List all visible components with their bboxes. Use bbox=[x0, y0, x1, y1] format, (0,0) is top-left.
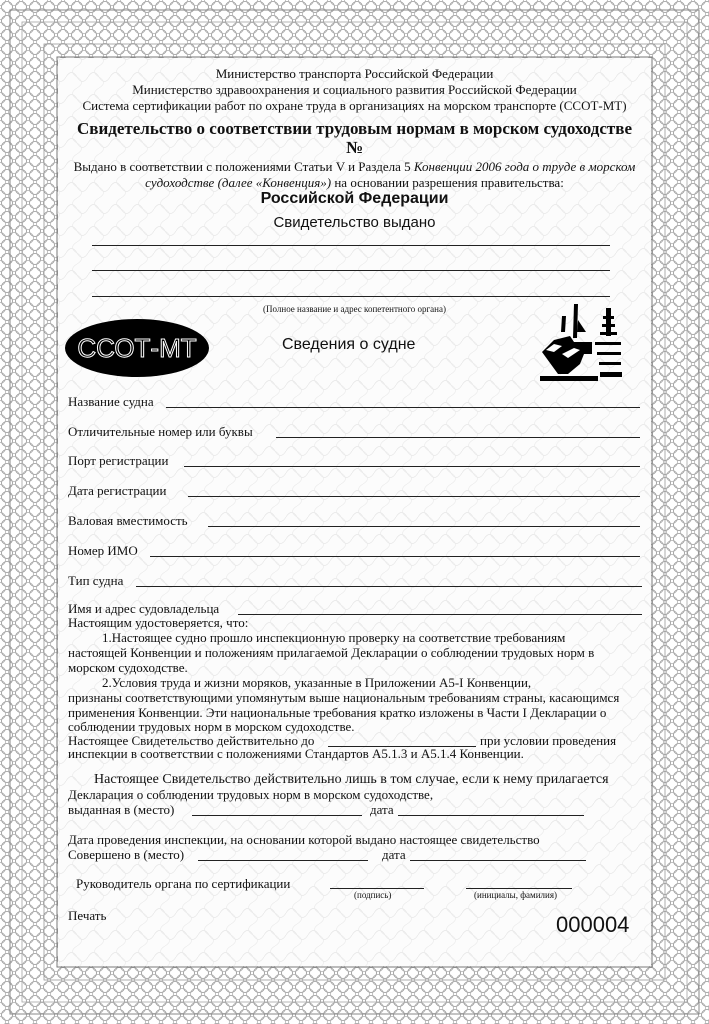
ministry-health: Министерство здравоохранения и социального развития Российской Федерации bbox=[132, 82, 577, 97]
port-field[interactable] bbox=[184, 466, 640, 467]
government-authority-text: на основании разрешения правительства: bbox=[331, 175, 564, 190]
clause-2-line-2: признаны соответствующими упомянутым выше национальным требованиям страны, касающимся bbox=[68, 690, 620, 705]
ship-icon bbox=[540, 302, 632, 382]
issuer-line-2[interactable] bbox=[92, 270, 610, 271]
certificate-title: Свидетельство о соответствии трудовым нормам в морском судоходстве bbox=[77, 119, 632, 138]
ministry-transport: Министерство транспорта Российской Федерации bbox=[215, 66, 494, 81]
name-field[interactable] bbox=[466, 888, 572, 889]
issued-basis-line2 bbox=[0, 175, 709, 191]
distinctive-number-label: Отличительные номер или буквы bbox=[68, 424, 253, 439]
owner-field[interactable] bbox=[238, 614, 642, 615]
done-date-label: дата bbox=[382, 847, 406, 862]
serial-number: 000004 bbox=[556, 912, 630, 937]
signature-field[interactable] bbox=[330, 888, 424, 889]
head-of-certification-label: Руководитель органа по сертификации bbox=[76, 876, 291, 891]
clause-1-line-3: морском судоходстве. bbox=[68, 660, 188, 675]
clause-2-line-3: применения Конвенции. Эти национальные требования кратко изложены в Части I Декларации о bbox=[68, 705, 607, 720]
imo-label: Номер ИМО bbox=[68, 543, 138, 558]
inspection-date-text: Дата проведения инспекции, на основании которой выдано настоящее свидетельство bbox=[68, 832, 540, 847]
imo-field[interactable] bbox=[150, 556, 640, 557]
issued-date-label: дата bbox=[370, 802, 394, 817]
done-at-field[interactable] bbox=[198, 860, 368, 861]
validity-condition-line-2: Декларация о соблюдении трудовых норм в морском судоходстве, bbox=[68, 787, 434, 802]
issued-date-field[interactable] bbox=[398, 815, 584, 816]
issued-basis-text: Выдано в соответствии с положениями Статьи V и Раздела 5 bbox=[73, 159, 414, 174]
ssot-mt-logo bbox=[64, 318, 210, 378]
reg-date-field[interactable] bbox=[188, 496, 640, 497]
name-caption: (инициалы, фамилия) bbox=[474, 890, 557, 900]
number-sign: № bbox=[345, 138, 364, 157]
ship-type-field[interactable] bbox=[136, 586, 642, 587]
ship-info-heading: Сведения о судне bbox=[282, 336, 416, 353]
distinctive-number-field[interactable] bbox=[276, 437, 640, 438]
issued-at-label: выданная в (место) bbox=[68, 802, 175, 817]
issuer-caption: (Полное название и адрес копетентного органа) bbox=[263, 304, 446, 314]
certification-system: Система сертификации работ по охране труда в организациях на морском транспорте (ССОТ-МТ) bbox=[82, 98, 627, 113]
reg-date-label: Дата регистрации bbox=[68, 483, 167, 498]
owner-label: Имя и адрес судовладельца bbox=[68, 601, 220, 616]
clause-1-line-1: 1.Настоящее судно прошло инспекционную проверку на соответствие требованиям bbox=[102, 630, 566, 645]
clause-1-line-2: настоящей Конвенции и положениям прилагаемой Декларации о соблюдении трудовых норм в bbox=[68, 645, 595, 660]
issuer-line-1[interactable] bbox=[92, 245, 610, 246]
signature-caption: (подпись) bbox=[354, 890, 392, 900]
logo-text: ССОТ-МТ bbox=[77, 333, 197, 363]
port-label: Порт регистрации bbox=[68, 453, 169, 468]
ship-name-label: Название судна bbox=[68, 394, 154, 409]
done-at-label: Совершено в (место) bbox=[68, 847, 185, 862]
valid-standards-text: инспекции в соответствии с положениями Стандартов А5.1.3 и А5.1.4 Конвенции. bbox=[68, 746, 524, 761]
valid-condition-text: при условии проведения bbox=[480, 733, 617, 748]
validity-condition-line-1: Настоящее Свидетельство действительно лишь в том случае, если к нему прилагается bbox=[94, 772, 609, 787]
done-date-field[interactable] bbox=[410, 860, 586, 861]
convention-name: Конвенции 2006 года о труде в морском bbox=[413, 159, 636, 174]
seal-label: Печать bbox=[68, 908, 107, 923]
gross-tonnage-label: Валовая вместимость bbox=[68, 513, 188, 528]
certify-text: Настоящим удостоверяется, что: bbox=[68, 615, 249, 630]
country-name: Российской Федерации bbox=[260, 190, 449, 207]
ship-type-label: Тип судна bbox=[68, 573, 124, 588]
clause-2-line-4: соблюдении трудовых норм в морском судоходстве. bbox=[68, 719, 355, 734]
clause-2-line-1: 2.Условия труда и жизни моряков, указанные в Приложении А5-I Конвенции, bbox=[102, 675, 532, 690]
issued-by-heading: Свидетельство выдано bbox=[273, 214, 436, 231]
ship-name-field[interactable] bbox=[166, 407, 640, 408]
issued-at-field[interactable] bbox=[192, 815, 362, 816]
issued-basis-line1 bbox=[0, 159, 709, 175]
valid-until-label: Настоящее Свидетельство действительно до bbox=[68, 733, 315, 748]
gross-tonnage-field[interactable] bbox=[208, 526, 640, 527]
issuer-line-3[interactable] bbox=[92, 296, 610, 297]
convention-alias: судоходстве (далее «Конвенция») bbox=[145, 175, 332, 190]
